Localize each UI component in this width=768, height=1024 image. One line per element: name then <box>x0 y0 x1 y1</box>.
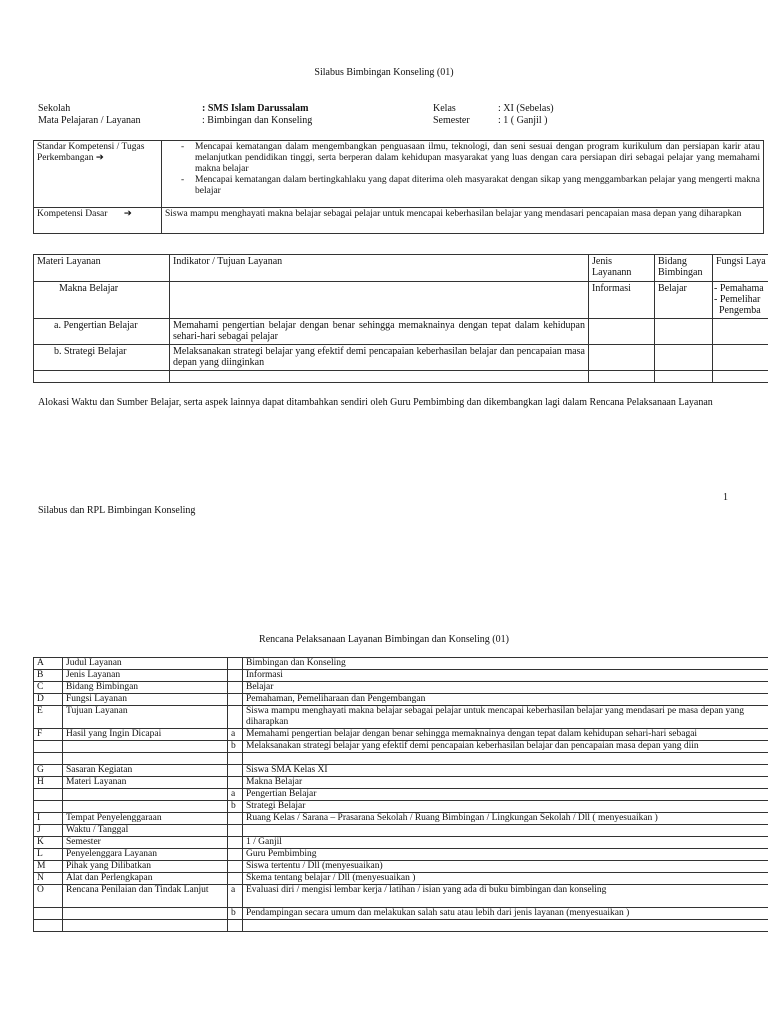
header-indicator: Indikator / Tujuan Layanan <box>170 255 589 282</box>
row-indicator: Melaksanakan strategi belajar yang efektif demi pencapaian keberhasilan belajar dan pencapaian masa depan yang diinginkan <box>170 345 589 371</box>
rpl-label <box>63 908 228 920</box>
class-label: Kelas <box>433 103 456 114</box>
rpl-sub: b <box>228 801 243 813</box>
standard-label-cell <box>34 141 162 208</box>
rpl-sub <box>228 837 243 849</box>
page-number: 1 <box>723 492 728 503</box>
rpl-label: Pihak yang Dilibatkan <box>63 861 228 873</box>
rpl-value <box>243 825 768 837</box>
row-type: Informasi <box>589 282 655 319</box>
rpl-row <box>34 658 768 670</box>
rpl-label <box>63 920 228 932</box>
header-material: Materi Layanan <box>34 255 170 282</box>
row-field: Belajar <box>655 282 713 319</box>
rpl-label: Tempat Penyelenggaraan <box>63 813 228 825</box>
rpl-code: A <box>34 658 63 670</box>
rpl-label: Semester <box>63 837 228 849</box>
rpl-value <box>243 753 768 765</box>
header-type: Jenis Layanann <box>589 255 655 282</box>
rpl-sub <box>228 920 243 932</box>
rpl-label: Sasaran Kegiatan <box>63 765 228 777</box>
rpl-value: Pendampingan secara umum dan melakukan salah satu atau lebih dari jenis layanan (menyesuaikan ) <box>243 908 768 920</box>
syllabus-title: Silabus Bimbingan Konseling (01) <box>314 67 454 78</box>
rpl-code <box>34 789 63 801</box>
row-function: - Pemahama - Pemelihar Pengemba <box>713 282 768 319</box>
row-material: b. Strategi Belajar <box>34 345 170 371</box>
basic-competence-label: Kompetensi Dasar <box>37 209 108 219</box>
rpl-label: Alat dan Perlengkapan <box>63 873 228 885</box>
rpl-value: Siswa tertentu / Dll (menyesuaikan) <box>243 861 768 873</box>
rpl-sub <box>228 849 243 861</box>
page-footer: Silabus dan RPL Bimbingan Konseling <box>38 505 196 516</box>
rpl-sub <box>228 682 243 694</box>
empty-cell <box>589 319 655 345</box>
rpl-row <box>34 753 768 765</box>
rpl-sub: a <box>228 789 243 801</box>
rpl-row <box>34 920 768 932</box>
competence-table <box>33 140 764 234</box>
rpl-row <box>34 670 768 682</box>
empty-cell <box>655 345 713 371</box>
rpl-sub <box>228 861 243 873</box>
rpl-label: Bidang Bimbingan <box>63 682 228 694</box>
class-value: : XI (Sebelas) <box>498 103 554 114</box>
rpl-value: Belajar <box>243 682 768 694</box>
rpl-label: Hasil yang Ingin Dicapai <box>63 729 228 741</box>
rpl-row <box>34 765 768 777</box>
material-table <box>33 254 768 383</box>
rpl-sub <box>228 694 243 706</box>
rpl-code: G <box>34 765 63 777</box>
row-material: a. Pengertian Belajar <box>34 319 170 345</box>
rpl-label: Jenis Layanan <box>63 670 228 682</box>
rpl-sub <box>228 825 243 837</box>
empty-cell <box>713 319 768 345</box>
rpl-table <box>33 657 768 932</box>
row-indicator <box>170 282 589 319</box>
rpl-code: K <box>34 837 63 849</box>
rpl-value <box>243 920 768 932</box>
rpl-code: M <box>34 861 63 873</box>
rpl-value: Skema tentang belajar / Dll (menyesuaikan ) <box>243 873 768 885</box>
arrow-right-icon: ➔ <box>123 209 132 219</box>
rpl-sub: b <box>228 908 243 920</box>
empty-cell <box>713 345 768 371</box>
rpl-code <box>34 920 63 932</box>
header-function: Fungsi Laya <box>713 255 768 282</box>
semester-label: Semester <box>433 115 470 126</box>
basic-competence-text: Siswa mampu menghayati makna belajar sebagai pelajar untuk mencapai keberhasilan belajar yang mendasari pencapaian masa depan yang diharapkan <box>162 208 764 234</box>
rpl-sub: b <box>228 741 243 753</box>
rpl-row <box>34 801 768 813</box>
rpl-label <box>63 801 228 813</box>
rpl-label: Fungsi Layanan <box>63 694 228 706</box>
empty-cell <box>589 345 655 371</box>
rpl-sub <box>228 753 243 765</box>
rpl-label: Materi Layanan <box>63 777 228 789</box>
empty-cell <box>170 371 589 383</box>
rpl-row <box>34 694 768 706</box>
rpl-label <box>63 741 228 753</box>
rpl-code: I <box>34 813 63 825</box>
rpl-value: Memahami pengertian belajar dengan benar sehingga memaknainya dengan tepat dalam kehidupan sehari-hari sebagai <box>243 729 768 741</box>
standard-items-cell <box>162 141 764 208</box>
rpl-sub: a <box>228 729 243 741</box>
rpl-value: 1 / Ganjil <box>243 837 768 849</box>
allocation-note: Alokasi Waktu dan Sumber Belajar, serta aspek lainnya dapat ditambahkan sendiri oleh Guru Pembimbing dan dikembangkan lagi dalam Rencana Pelaksanaan Layanan <box>38 397 713 408</box>
rpl-row <box>34 741 768 753</box>
rpl-value: Makna Belajar <box>243 777 768 789</box>
rpl-row <box>34 729 768 741</box>
arrow-right-icon: ➔ <box>95 153 104 163</box>
rpl-label: Penyelenggara Layanan <box>63 849 228 861</box>
rpl-label: Rencana Penilaian dan Tindak Lanjut <box>63 885 228 908</box>
rpl-value: Siswa mampu menghayati makna belajar sebagai pelajar untuk mencapai keberhasilan belajar yang mendasari pe masa depan yang diharapkan <box>243 706 768 729</box>
rpl-code <box>34 753 63 765</box>
rpl-value: Pemahaman, Pemeliharaan dan Pengembangan <box>243 694 768 706</box>
basic-competence-label-cell <box>34 208 162 234</box>
rpl-label: Waktu / Tanggal <box>63 825 228 837</box>
rpl-value: Melaksanakan strategi belajar yang efektif demi pencapaian keberhasilan belajar dan pencapaian masa depan yang diin <box>243 741 768 753</box>
empty-cell <box>589 371 655 383</box>
rpl-sub: a <box>228 885 243 908</box>
rpl-row <box>34 849 768 861</box>
rpl-code <box>34 801 63 813</box>
rpl-value: Strategi Belajar <box>243 801 768 813</box>
rpl-code: O <box>34 885 63 908</box>
rpl-row <box>34 908 768 920</box>
empty-cell <box>713 371 768 383</box>
semester-value: : 1 ( Ganjil ) <box>498 115 548 126</box>
subject-value: : Bimbingan dan Konseling <box>202 115 313 126</box>
rpl-label: Tujuan Layanan <box>63 706 228 729</box>
rpl-value: Bimbingan dan Konseling <box>243 658 768 670</box>
rpl-sub <box>228 765 243 777</box>
rpl-sub <box>228 813 243 825</box>
school-label: Sekolah <box>38 103 71 114</box>
rpl-code: H <box>34 777 63 789</box>
rpl-value: Ruang Kelas / Sarana – Prasarana Sekolah / Ruang Bimbingan / Lingkungan Sekolah / Dll ( menyesuaikan ) <box>243 813 768 825</box>
rpl-sub <box>228 706 243 729</box>
rpl-code <box>34 908 63 920</box>
rpl-label <box>63 789 228 801</box>
empty-cell <box>655 371 713 383</box>
empty-cell <box>655 319 713 345</box>
standard-item: - Mencapai kematangan dalam mengembangkan penguasaan ilmu, teknologi, dan seni sesuai dengan program kurikulum dan persiapan karir atau melanjutkan pendidikan tinggi, serta berperan dalam kehidupan masyarakat yang luas dengan cara persiapan diri sebagai pelajar yang memahami makna belajar <box>165 142 760 175</box>
row-material: Makna Belajar <box>34 282 170 319</box>
rpl-code: L <box>34 849 63 861</box>
rpl-sub <box>228 658 243 670</box>
rpl-code: J <box>34 825 63 837</box>
standard-item: - Mencapai kematangan dalam bertingkahlaku yang dapat diterima oleh masyarakat dengan sikap yang menggambarkan pelajar yang mengerti makna belajar <box>165 175 760 197</box>
row-indicator: Memahami pengertian belajar dengan benar sehingga memaknainya dengan tepat dalam kehidupan sehari-hari sebagai pelajar <box>170 319 589 345</box>
standard-label: Standar Kompetensi / Tugas Perkembangan <box>37 142 145 163</box>
rpl-code: E <box>34 706 63 729</box>
rpl-code: N <box>34 873 63 885</box>
rpl-sub <box>228 777 243 789</box>
rpl-label <box>63 753 228 765</box>
rpl-row <box>34 777 768 789</box>
empty-cell <box>34 371 170 383</box>
rpl-label: Judul Layanan <box>63 658 228 670</box>
rpl-title: Rencana Pelaksanaan Layanan Bimbingan dan Konseling (01) <box>259 634 509 645</box>
rpl-row <box>34 837 768 849</box>
rpl-row <box>34 789 768 801</box>
rpl-row <box>34 861 768 873</box>
rpl-row <box>34 813 768 825</box>
rpl-value: Siswa SMA Kelas XI <box>243 765 768 777</box>
rpl-row <box>34 885 768 908</box>
rpl-code: B <box>34 670 63 682</box>
rpl-value: Informasi <box>243 670 768 682</box>
rpl-value: Pengertian Belajar <box>243 789 768 801</box>
rpl-value: Guru Pembimbing <box>243 849 768 861</box>
rpl-code: D <box>34 694 63 706</box>
header-field: Bidang Bimbingan <box>655 255 713 282</box>
subject-label: Mata Pelajaran / Layanan <box>38 115 141 126</box>
rpl-row <box>34 825 768 837</box>
rpl-code: F <box>34 729 63 741</box>
rpl-row <box>34 873 768 885</box>
rpl-value: Evaluasi diri / mengisi lembar kerja / latihan / isian yang ada di buku bimbingan dan konseling <box>243 885 768 908</box>
rpl-row <box>34 682 768 694</box>
rpl-code: C <box>34 682 63 694</box>
rpl-sub <box>228 873 243 885</box>
rpl-sub <box>228 670 243 682</box>
school-value: : SMS Islam Darussalam <box>202 103 309 114</box>
rpl-row <box>34 706 768 729</box>
rpl-code <box>34 741 63 753</box>
